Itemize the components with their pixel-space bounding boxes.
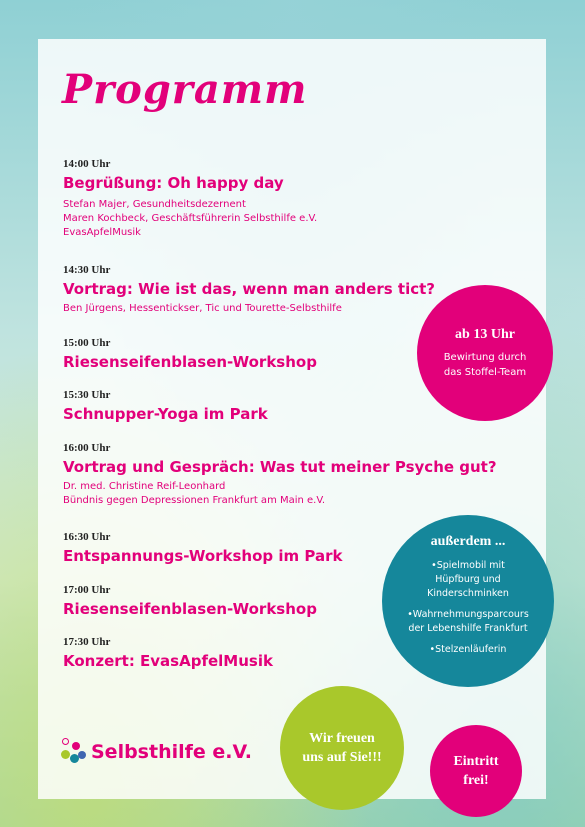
program-heading: Riesenseifenblasen-Workshop xyxy=(63,353,317,371)
extras-item: • Stelzenläuferin xyxy=(382,643,554,657)
program-item xyxy=(63,337,317,372)
program-time: 16:00 Uhr xyxy=(63,442,111,454)
program-detail: Maren Kochbeck, Geschäftsführerin Selbsthilfe e.V. xyxy=(63,213,318,224)
program-time: 15:00 Uhr xyxy=(63,337,111,349)
program-item xyxy=(63,531,342,566)
extras-list xyxy=(382,559,554,664)
catering-heading: ab 13 Uhr xyxy=(455,327,515,342)
program-detail: Stefan Majer, Gesundheitsdezernent xyxy=(63,199,246,210)
program-item xyxy=(63,158,317,240)
program-item xyxy=(63,442,497,508)
program-item xyxy=(63,264,435,316)
logo-dots-icon xyxy=(61,738,87,766)
program-detail: Ben Jürgens, Hessentickser, Tic und Tourette-Selbsthilfe xyxy=(63,303,342,314)
program-heading: Begrüßung: Oh happy day xyxy=(63,174,284,192)
page-title: Programm xyxy=(62,66,308,113)
program-detail: Bündnis gegen Depressionen Frankfurt am Main e.V. xyxy=(63,495,326,506)
extras-circle xyxy=(382,515,554,687)
catering-text-line: Bewirtung durch xyxy=(443,352,527,363)
catering-text-line: das Stoffel-Team xyxy=(443,367,527,378)
program-time: 14:00 Uhr xyxy=(63,158,111,170)
logo-text: Selbsthilfe e.V. xyxy=(91,741,252,763)
program-heading: Riesenseifenblasen-Workshop xyxy=(63,600,317,618)
program-time: 14:30 Uhr xyxy=(63,264,111,276)
extras-item: • Wahrnehmungsparcours der Lebenshilfe Frankfurt xyxy=(382,608,554,636)
catering-text xyxy=(444,350,527,380)
program-time: 16:30 Uhr xyxy=(63,531,111,543)
program-item xyxy=(63,389,268,424)
admission-circle xyxy=(430,725,522,817)
welcome-line: Wir freuen xyxy=(309,731,375,746)
admission-line: frei! xyxy=(463,773,489,788)
program-time: 17:30 Uhr xyxy=(63,636,111,648)
program-heading: Schnupper-Yoga im Park xyxy=(63,405,268,423)
program-heading: Konzert: EvasApfelMusik xyxy=(63,652,273,670)
admission-line: Eintritt xyxy=(453,754,499,769)
catering-circle xyxy=(417,285,553,421)
program-heading: Vortrag: Wie ist das, wenn man anders tict? xyxy=(63,280,435,298)
program-detail: EvasApfelMusik xyxy=(63,227,141,238)
program-heading: Vortrag und Gespräch: Was tut meiner Psyche gut? xyxy=(63,458,497,476)
program-detail: Dr. med. Christine Reif-Leonhard xyxy=(63,481,226,492)
program-time: 17:00 Uhr xyxy=(63,584,111,596)
selbsthilfe-logo xyxy=(61,738,252,766)
extras-heading: außerdem ... xyxy=(430,533,506,549)
welcome-circle xyxy=(280,686,404,810)
welcome-line: uns auf Sie!!! xyxy=(302,750,382,765)
extras-item: • Spielmobil mit Hüpfburg und Kinderschminken xyxy=(382,559,554,601)
program-item xyxy=(63,584,317,619)
program-item xyxy=(63,636,273,671)
program-time: 15:30 Uhr xyxy=(63,389,111,401)
program-heading: Entspannungs-Workshop im Park xyxy=(63,547,343,565)
